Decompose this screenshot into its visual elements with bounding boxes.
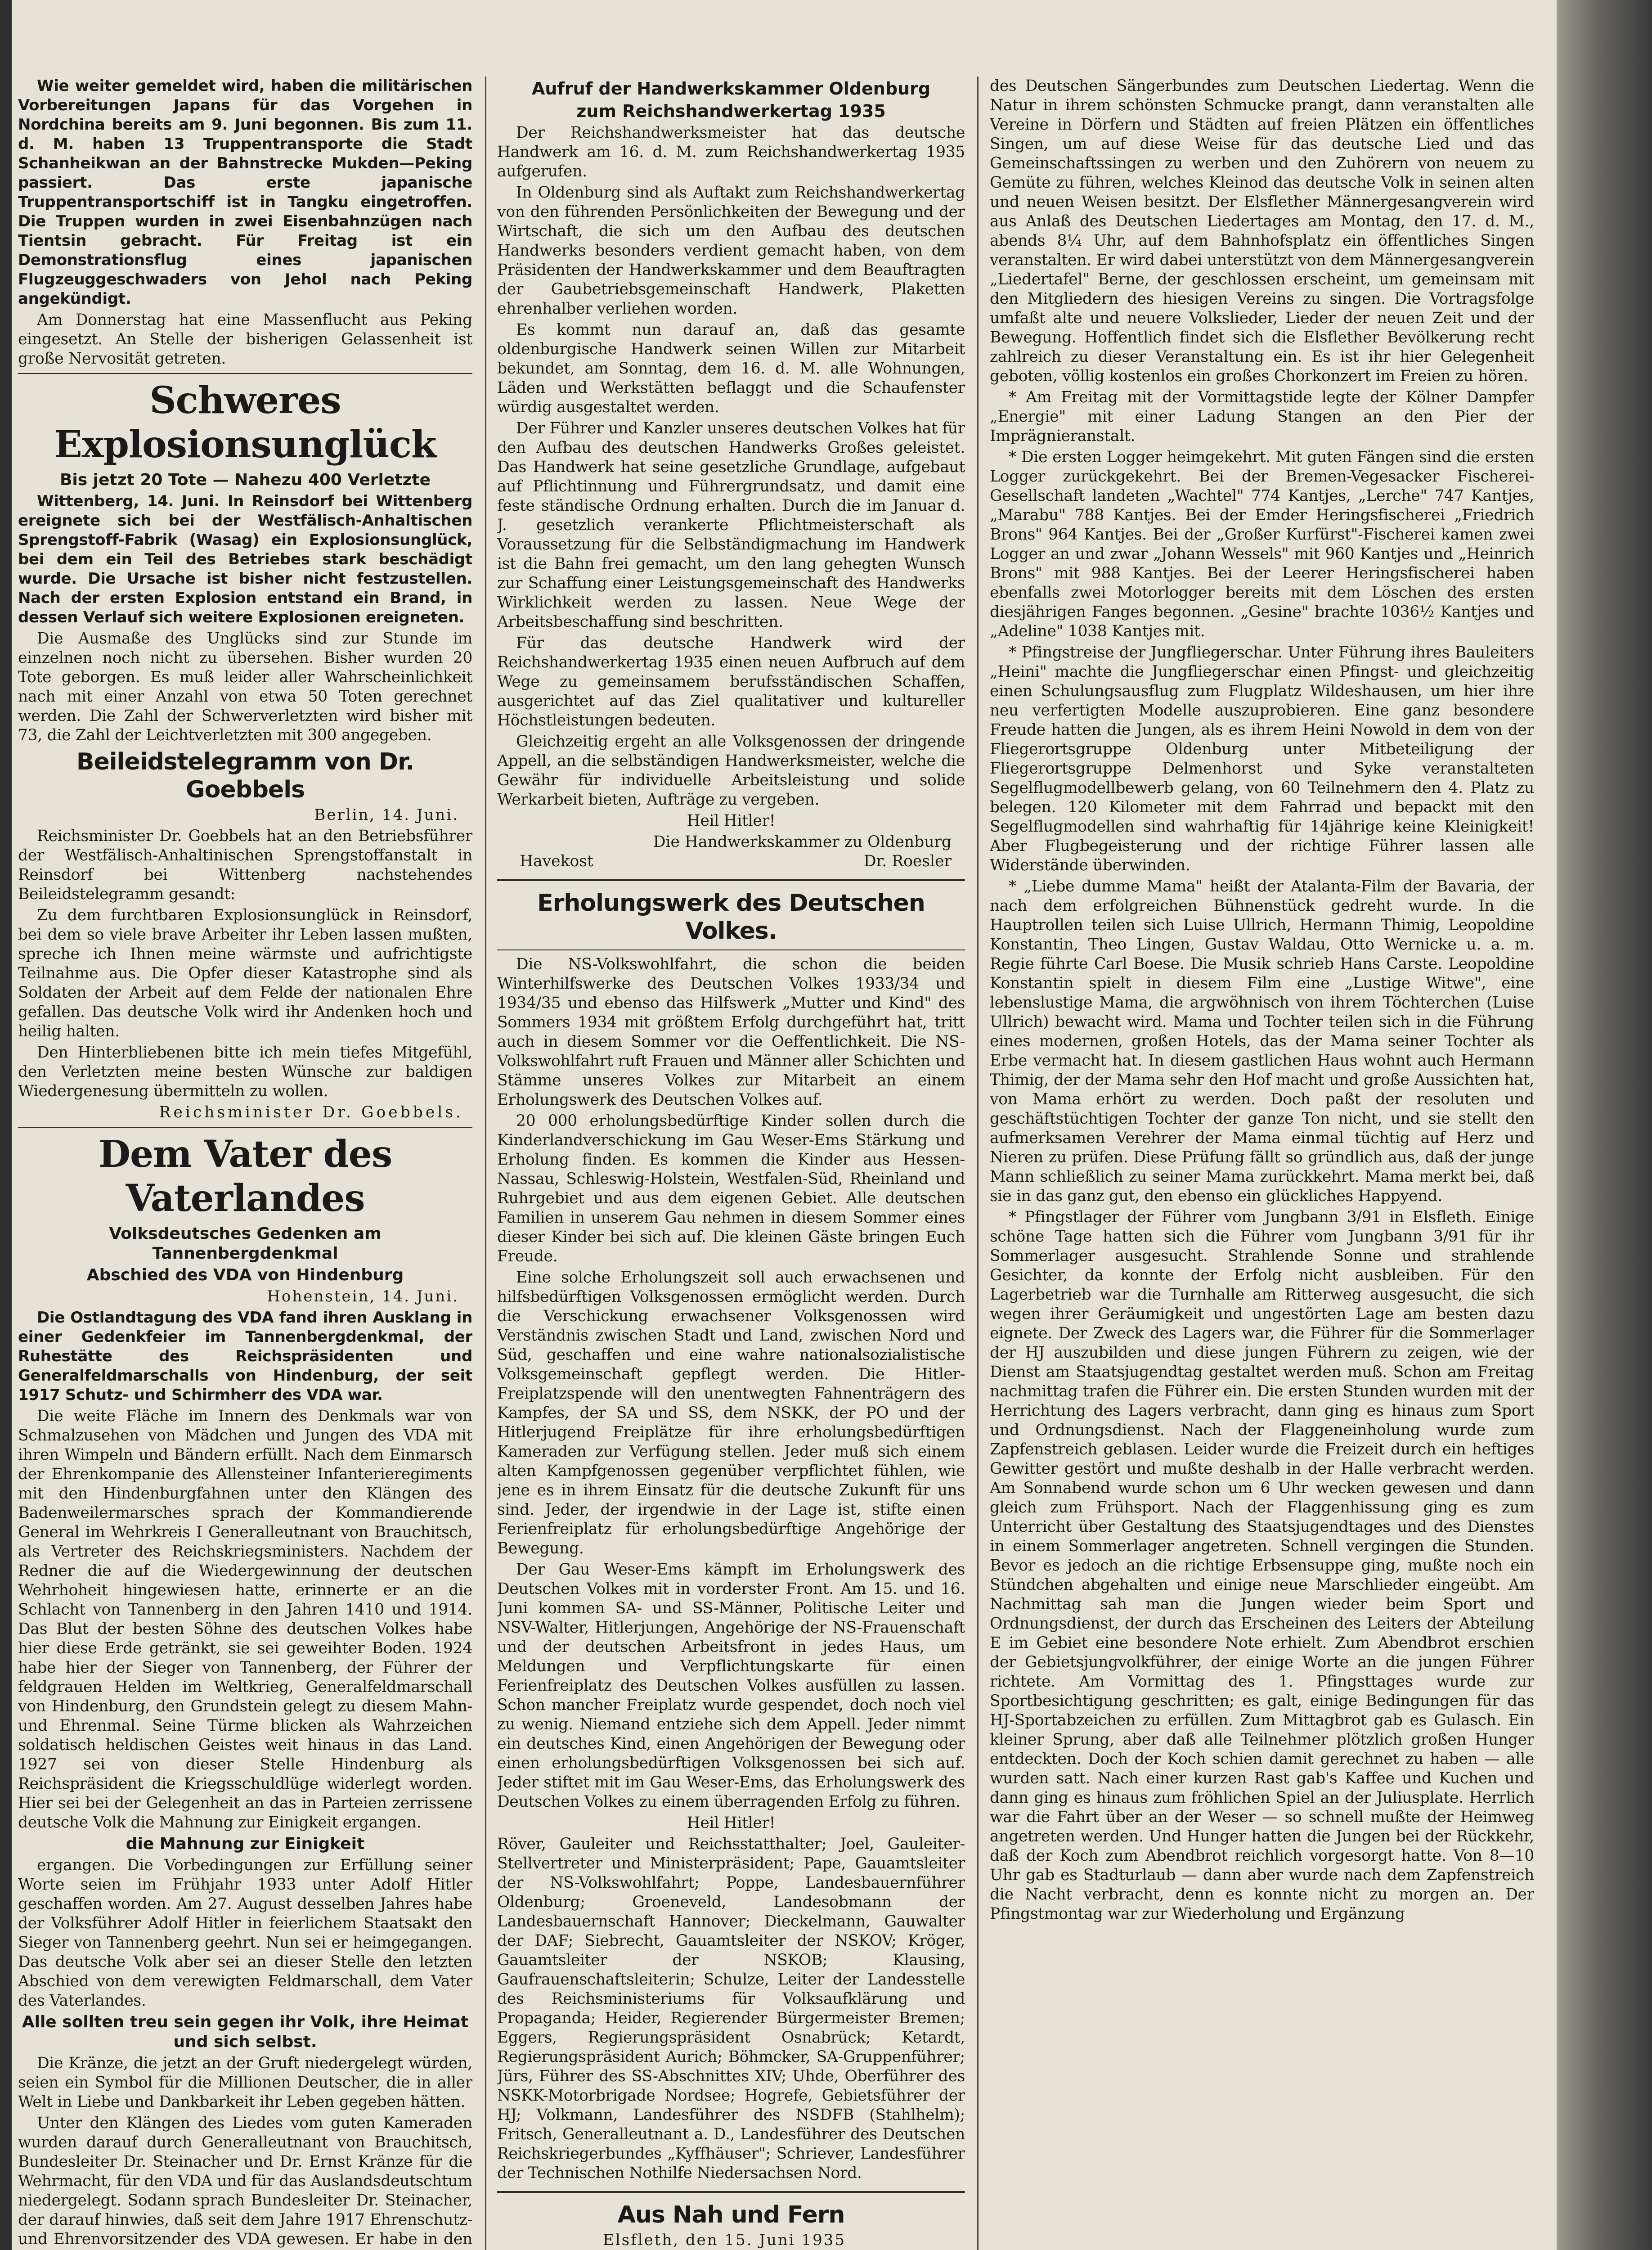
- headline-erholungswerk: Erholungswerk des Deutschen Volkes.: [537, 890, 925, 945]
- divider: [18, 373, 472, 374]
- headline-explosion: Schweres Explosionsunglück: [54, 379, 436, 466]
- signature-goebbels: Reichsminister Dr. Goebbels.: [159, 1103, 463, 1121]
- scanner-background: [1557, 0, 1652, 2250]
- article-aufruf-text: Für das deutsche Handwerk wird der Reichshandwerkertag 1935 einen neuen Aufbruch auf dem Wege zu gemeinsamem berufsständischen Schaffen, ausgerichtet auf das Ziel qualitativer und kultureller Höchstleistungen bedeuten.: [497, 634, 965, 729]
- article-vater-text-2: ergangen. Die Vorbedingungen zur Erfüllung seiner Worte seien im Frühjahr 1933 unter Adolf Hitler geschaffen worden. Am 27. August desselben Jahres habe der Volksführer Adolf Hitler in feierlichem Staatsakt den Sieger von Tannenberg geehrt. Nun sei er heimgegangen. Das deutsche Volk aber sei an dieser Stelle den letzten Abschied von dem verewigten Feldmarschall, dem Vater des Vaterlandes.: [18, 1856, 472, 2010]
- article-vater-lead: Die Ostlandtagung des VDA fand ihren Ausklang in einer Gedenkfeier im Tannenbergdenkmal, der Ruhestätte des Reichspräsidenten und Generalfeldmarschalls von Hindenburg, der seit 1917 Schutz- und Schirmherr des VDA war.: [18, 1309, 472, 1404]
- signature-row: [497, 852, 965, 871]
- article-telegram-quote: Zu dem furchtbaren Explosionsunglück in Reinsdorf, bei dem so viele brave Arbeiter ihr Leben lassen mußten, spreche ich Ihnen meine wärmste und aufrichtigste Teilnahme aus. Die Opfer dieser Katastrophe sind als Soldaten der Arbeit auf dem Felde der nationalen Ehre gefallen. Das deutsche Volk wird ihr Andenken hoch und heilig halten.: [18, 906, 472, 1040]
- article-logger: * Die ersten Logger heimgekehrt. Mit guten Fängen sind die ersten Logger zurückgekehrt. Bei der Bremen-Vegesacker Fischerei-Gesellschaft landeten „Wachtel" 774 Kantjes, „Lerche" 747 Kantjes, „Marabu" 788 Kantjes. Bei der Emder Heringsfischerei „Friedrich Brons" 964 Kantjes. Bei der „Großer Kurfürst"-Fischerei kamen zwei Logger an und zwar „Johann Wessels" mit 960 Kantjes und „Heinrich Brons" mit 988 Kantjes. Bei der Leerer Heringsfischerei haben ebenfalls zwei Motorlogger bereits mit dem Löschen des ersten diesjährigen Fanges begonnen. „Gesine" brachte 1036½ Kantjes und „Adeline" 1038 Kantjes mit.: [990, 448, 1534, 640]
- signature-right: Die Handwerkskammer zu Oldenburg: [653, 833, 952, 851]
- article-aufruf-text: Gleichzeitig ergeht an alle Volksgenossen der dringende Appell, an die selbständigen Handwerksmeister, welche die Gewähr für individuelle Arbeitsleistung und solide Werkarbeit bieten, Aufträge zu vergeben.: [497, 733, 965, 809]
- adjacent-page-edge: [0, 0, 12, 2250]
- subheading-treu: Alle sollten treu sein gegen ihr Volk, ihre Heimat und sich selbst.: [22, 2013, 469, 2051]
- article-vater-text-3: Die Kränze, die jetzt an der Gruft niedergelegt würden, seien ein Symbol für die Millionen Deutscher, die in aller Welt in Liebe und Dankbarkeit ihr Leben gegeben hätten.: [18, 2054, 472, 2111]
- subheadline-vater-1: Volksdeutsches Gedenken am Tannenbergdenkmal: [109, 1224, 382, 1263]
- article-erholung-signatories: Röver, Gauleiter und Reichsstatthalter; Joel, Gauleiter-Stellvertreter und Ministerpräsident; Pape, Gauamtsleiter der NS-Volkswohlfahrt; Poppe, Landesbauernführer Oldenburg; Groeneveld, Landesobmann der Landesbauernschaft Hannover; Dieckelmann, Gauwalter der DAF; Siebrecht, Gauamtsleiter der NSKOV; Kröger, Gauamtsleiter der NSKOB; Klausing, Gaufrauenschaftsleiterin; Schulze, Leiter der Landesstelle des Reichsministeriums für Volksaufklärung und Propaganda; Heider, Regierender Bürgermeister Bremen; Eggers, Regierungspräsident Osnabrück; Ketardt, Regierungspräsident Aurich; Böhmcker, SA-Gruppenführer; Jürs, Führer des SS-Abschnittes XIV; Uhde, Oberführer des NSKK-Motorbrigade Nordsee; Hogrefe, Gebietsführer der HJ; Volkmann, Landesführer des NSDFB (Stahlhelm); Fritsch, Generalleutnant a. D., Landesführer des Deutschen Reichskriegerbundes „Kyffhäuser"; Schriever, Landesführer der Technischen Nothilfe Niedersachsen Nord.: [497, 1835, 965, 2182]
- column-rule-1: [485, 76, 486, 2250]
- divider: [497, 2191, 965, 2193]
- headline-nah-fern: Aus Nah und Fern: [617, 2201, 845, 2228]
- article-erholung-text: Der Gau Weser-Ems kämpft im Erholungswerk des Deutschen Volkes mit in vorderster Front. Am 15. und 16. Juni kommen SA- und SS-Männer, Politische Leiter und NSV-Walter, Hitlerjungen, Angehörige der NS-Frauenschaft und der deutschen Arbeitsfront in jedes Haus, um Meldungen und Verpflichtungskarte für einen Ferienfreiplatz des Deutschen Volkes ausfüllen zu lassen. Schon mancher Freiplatz wurde gespendet, doch noch viel zu wenig. Niemand entziehe sich dem Appell. Jeder nimmt ein deutsches Kind, einen Angehörigen der Bewegung oder einen erholungsbedürftigen Volksgenossen bei sich auf. Jeder stiftet mit im Gau Weser-Ems, das Erholungswerk des Deutschen Volkes zu einem überragenden Erfolg zu führen.: [497, 1561, 965, 1811]
- headline-telegram: Beileidstelegramm von Dr. Goebbels: [76, 748, 414, 803]
- headline-aufruf-2: zum Reichshandwerkertag 1935: [576, 101, 886, 121]
- article-aufruf-text: Es kommt nun darauf an, daß das gesamte oldenburgische Handwerk seinen Willen zur Mitarbeit bekundet, am Sonntag, dem 16. d. M. alle Wohnungen, Läden und Werkstätten beflaggt und die Schaufenster würdig ausgestaltet werden.: [497, 321, 965, 416]
- headline-vater: Dem Vater des Vaterlandes: [98, 1133, 392, 1220]
- subheadline-vater-2: Abschied des VDA von Hindenburg: [86, 1266, 404, 1284]
- article-vater-text-4: Unter den Klängen des Liedes vom guten Kameraden wurden darauf durch Generalleutnant von Brauchitsch, Bundesleiter Dr. Steinacher und Dr. Ernst Kränze für die Wehrmacht, für den VDA und für das Auslandsdeutschtum niedergelegt. Sodann sprach Bundesleiter Dr. Steinacher, der darauf hinwies, daß seit dem Jahre 1917 Ehrenschutz- und Ehrenvorsitzender des VDA gewesen. Er habe in den: [18, 2114, 472, 2248]
- article-explosion-text: Die Ausmaße des Unglücks sind zur Stunde im einzelnen noch nicht zu übersehen. Bisher wurden 20 Tote geborgen. Es muß leider aller Wahrscheinlichkeit nach mit einer Anzahl von etwa 50 Toten gerechnet werden. Die Zahl der Schwerverletzten wird bisher mit 73, die Zahl der Leichtverletzten mit 300 angegeben.: [18, 630, 472, 744]
- signature-left: Havekost: [520, 852, 593, 870]
- subheading-mahnung: die Mahnung zur Einigkeit: [126, 1835, 365, 1853]
- column-left: [18, 76, 472, 2250]
- article-telegram-text: Reichsminister Dr. Goebbels hat an den Betriebsführer der Westfälisch-Anhaltinischen Sprengstoffanstalt in Reinsdorf bei Wittenberg nachstehendes Beileidstelegramm gesandt:: [18, 827, 472, 903]
- column-middle: [497, 76, 965, 2250]
- dateline-telegram: Berlin, 14. Juni.: [314, 806, 459, 824]
- article-erholung-text: Eine solche Erholungszeit soll auch erwachsenen und hilfsbedürftigen Volksgenossen ermöglicht werden. Durch die Verschickung erwachsener Volksgenossen wird Verständnis zwischen Stadt und Land, zwischen Nord und Süd, geschaffen und eine wahre nationalsozialistische Volksgemeinschaft gepflegt werden. Die Hitler-Freiplatzspende will den unentwegten Fahnenträgern des Kampfes, der SA und SS, dem NSKK, der PO und der Hitlerjugend Freiplätze für ihre erholungsbedürftigen Kameraden zur Verfügung stellen. Jeder muß sich einem alten Kampfgenossen gegenüber verpflichtet fühlen, wie jene es in ihrem Einsatz für die deutsche Zukunft für uns sind. Jeder, der irgendwie in der Lage ist, stifte einen Ferienfreiplatz für erholungsbedürftige Angehörige der Bewegung.: [497, 1269, 965, 1557]
- article-erholung-text: Die NS-Volkswohlfahrt, die schon die beiden Winterhilfswerke des Deutschen Volkes 1933/34 und 1934/35 und ebenso das Hilfswerk „Mutter und Kind" des Sommers 1934 mit größtem Erfolg durchgeführt hat, tritt auch in diesem Sommer vor die Oeffentlichkeit. Die NS-Volkswohlfahrt ruft Frauen und Männer aller Schichten und Stämme unseres Volkes zur Mitarbeit an einem Erholungswerk des Deutschen Volkes auf.: [497, 955, 965, 1109]
- divider: [497, 879, 965, 881]
- article-jungflieger: * Pfingstreise der Jungfliegerschar. Unter Führung ihres Bauleiters „Heini" machte die Jungfliegerschar einen Pfingst- und gleichzeitig einen Schulungsausflug zum Flugplatz Wildeshausen, um hier ihre neu verfertigten Modelle auszuprobieren. Eine ganz besondere Freude hatten die Jungen, als es ihrem Heini Nowold in dem von der Fliegerortsgruppe Oldenburg unter Mitbeteiligung der Fliegerortsgruppe Delmenhorst und Syke veranstalteten Segelflugmodellbewerb gelang, von 60 Teilnehmern den 4. Platz zu belegen. 120 Kilometer mit dem Fahrrad und bepackt mit den Segelflugmodellen sind wahrhaftig für 14jährige keine Kleinigkeit! Aber Flugbegeisterung und der richtige Führer lassen alle Widerstände überwinden.: [990, 644, 1534, 874]
- column-right: [990, 76, 1534, 2250]
- article-pfingstlager: * Pfingstlager der Führer vom Jungbann 3/91 in Elsfleth. Einige schöne Tage hatten sich die Führer vom Jungbann 3/91 für ihr Sommerlager ausgesucht. Strahlende Sonne und strahlende Gesichter, da konnte der Erfolg nicht ausbleiben. Für den Lagerbetrieb war die Turnhalle am Ritterweg ausgesucht, die sich wegen ihrer Geräumigkeit und ungestörten Lage am besten dazu eignete. Der Zweck des Lagers war, die Führer für die Sommerlager der HJ auszubilden und diese jungen Führern zu zeigen, wie der Dienst am Staatsjugendtag gestaltet werden muß. Schon am Freitag nachmittag trafen die Führer ein. Die ersten Stunden wurden mit der Herrichtung des Lagers verbracht, dann ging es hinaus zum Sport und Ordnungsdienst. Nach der Flaggeneinholung wurde zum Zapfenstreich geblasen. Leider wurde die Freizeit durch ein heftiges Gewitter gestört und mußte deshalb in der Halle verbracht werden. Am Sonnabend wurde schon um 6 Uhr wecken gewesen und dann gleich zum Frühsport. Nach der Flaggenhissung ging es zum Unterricht über Gestaltung des Staatsjugendtages und des Dienstes in einem Sommerlager angetreten. Schnell vergingen die Stunden. Bevor es jedoch an die richtige Erbsensuppe ging, mußte noch ein Stündchen abgehalten und einige neue Marschlieder eingeübt. Am Nachmittag sah man die Jungen wieder beim Sport und Ordnungsdienst, der durch das Erscheinen des Leiters der Abteilung E im Gebiet eine besondere Note erhielt. Zum Abendbrot erschien der Gebietsjungvolkführer, der einige Worte an die jungen Führer richtete. Am Vormittag des 1. Pfingsttages wurde zur Sportbesichtigung geschritten; es galt, einige Bedingungen für das HJ-Sportabzeichen zu erfüllen. Zum Mittagbrot gab es Gulasch. Ein kleiner Sprung, aber daß alle Teilnehmer plötzlich großen Hunger entdeckten. Doch der Koch schien damit gerechnet zu haben — alle wurden satt. Nach einer kurzen Rast gab's Kaffee und Kuchen und dann ging es hinaus zum fröhlichen Spiel an der Juliusplate. Herrlich war die Fahrt über an der Weser — so schnell mußte der Heimweg angetreten werden. Und Hunger hatten die Jungen bei der Rückkehr, daß der Koch zum Abendbrot reichlich vorgesorgt hatte. Von 8—10 Uhr gab es Stadturlaub — dann aber wurde nach dem Zapfenstreich die Nacht verbracht, denn es konnte nicht zu morgen an. Der Pfingstmontag war zur Wiederholung und Ergänzung: [990, 1208, 1534, 1923]
- article-japan-intro: Wie weiter gemeldet wird, haben die militärischen Vorbereitungen Japans für das Vorgehen in Nordchina bereits am 9. Juni begonnen. Bis zum 11. d. M. haben 13 Truppentransporte die Stadt Schanheikwan an der Bahnstrecke Mukden—Peking passiert. Das erste japanische Truppentransportschiff ist in Tangku eingetroffen. Die Truppen wurden in zwei Eisenbahnzügen nach Tientsin gebracht. Für Freitag ist ein Demonstrationsflug eines japanischen Flugzeuggeschwaders von Jehol nach Peking angekündigt.: [18, 77, 472, 308]
- column-rule-2: [977, 76, 979, 2250]
- greeting: Heil Hitler!: [687, 1814, 776, 1832]
- article-explosion-lead: Wittenberg, 14. Juni. In Reinsdorf bei Wittenberg ereignete sich bei der Westfälisch-Anhaltischen Sprengstoff-Fabrik (Wasag) ein Explosionsunglück, bei dem ein Teil des Betriebes stark beschädigt wurde. Die Ursache ist bisher nicht festzustellen. Nach der ersten Explosion entstand ein Brand, in dessen Verlauf sich weitere Explosionen ereigneten.: [18, 492, 472, 626]
- greeting: Heil Hitler!: [687, 812, 776, 830]
- article-dampfer: * Am Freitag mit der Vormittagstide legte der Kölner Dampfer „Energie" mit einer Ladung Stangen an den Pier der Imprägnieranstalt.: [990, 388, 1534, 445]
- article-aufruf-text: In Oldenburg sind als Auftakt zum Reichshandwerkertag von den führenden Persönlichkeiten der Bewegung und der Wirtschaft, die sich um den Aufbau des deutschen Handwerks besonders verdient gemacht haben, von dem Präsidenten der Handwerkskammer und dem Beauftragten der Gaubetriebsgemeinschaft Handwerk, Plaketten ehrenhalber verliehen worden.: [497, 184, 965, 318]
- signature-right: Dr. Roesler: [863, 852, 952, 870]
- article-vater-text: Die weite Fläche im Innern des Denkmals war von Schmalzusehen von Mädchen und Jungen des VDA mit ihren Wimpeln und Bändern erfüllt. Nach dem Einmarsch der Ehrenkompanie des Allensteiner Infanterieregiments mit den Hindenburgfahnen unter den Klängen des Badenweilermarsches sprach der Kommandierende General im Wehrkreis I Generalleutnant von Brauchitsch, als Vertreter des Reichskriegsministers. Nachdem der Redner die auf die Wiedergewinnung der deutschen Wehrhoheit hingewiesen hatte, erinnerte er an die Schlacht von Tannenberg in den Jahren 1410 und 1914. Das Blut der besten Söhne des deutschen Volkes habe hier diese Erde getränkt, sie sei geweihter Boden. 1924 habe hier der Sieger von Tannenberg, der Führer der feldgrauen Helden im Weltkrieg, Generalfeldmarschall von Hindenburg, den Grundstein gelegt zu diesem Mahn- und Ehrenmal. Seine Türme blicken als Wahrzeichen soldatisch heldischen Geistes weit hinaus in das Land. 1927 sei von dieser Stelle Hindenburg als Reichspräsident die Kriegsschuldlüge widerlegt worden. Hier sei bei der Gelegenheit an das in Parteien zerrissene deutsche Volk die Mahnung zur Einigkeit ergangen.: [18, 1407, 472, 1832]
- signature-row: [497, 832, 965, 852]
- article-japan-text: Am Donnerstag hat eine Massenflucht aus Peking eingesetzt. An Stelle der bisherigen Gelassenheit ist große Nervosität getreten.: [18, 311, 472, 368]
- divider: [18, 1127, 472, 1128]
- article-erholung-text: 20 000 erholungsbedürftige Kinder sollen durch die Kinderlandverschickung im Gau Weser-Ems Stärkung und Erholung finden. Es kommen die Kinder aus Hessen-Nassau, Schleswig-Holstein, Westfalen-Süd, Rheinland und Ruhrgebiet und aus dem eigenen Gebiet. Alle deutschen Familien in unserem Gau nehmen in diesem Sommer eines dieser Kinder bei sich auf. Die kleinen Gäste bringen Euch Freude.: [497, 1112, 965, 1265]
- subheadline-explosion: Bis jetzt 20 Tote — Nahezu 400 Verletzte: [59, 471, 431, 489]
- headline-aufruf-1: Aufruf der Handwerkskammer Oldenburg: [531, 79, 931, 99]
- dateline-vater: Hohenstein, 14. Juni.: [267, 1287, 459, 1305]
- article-telegram-close: Den Hinterbliebenen bitte ich mein tiefes Mitgefühl, den Verletzten meine besten Wünsche zur baldigen Wiedergenesung übermitteln zu wollen.: [18, 1044, 472, 1100]
- article-liedertag-cont: des Deutschen Sängerbundes zum Deutschen Liedertag. Wenn die Natur in ihrem schönsten Schmucke prangt, dann veranstalten alle Vereine in Dörfern und Städten auf freien Plätzen ein öffentliches Singen, um auf diese Weise für das deutsche Lied und das Gemeinschaftssingen zu werben und den Zuhörern von neuem zu Gemüte zu führen, welches Kleinod das deutsche Volk in seinen alten und neuen Weisen besitzt. Der Elsflether Männergesangverein wird aus Anlaß des Deutschen Liedertages am Montag, den 17. d. M., abends 8¼ Uhr, auf dem Bahnhofsplatz ein öffentliches Singen veranstalten. Er wird dabei unterstützt von dem Männergesangverein „Liedertafel" Berne, der geschlossen erscheint, um gemeinsam mit den Mitgliedern des hiesigen Vereins zu singen. Die Vortragsfolge umfaßt alte und neuere Volkslieder, Lieder der neuen Zeit und der Bewegung. Hoffentlich findet sich die Elsflether Bevölkerung recht zahlreich zu dieser Veranstaltung ein. Es ist ihr hier Gelegenheit geboten, völlig kostenlos ein großes Chorkonzert im Freien zu hören.: [990, 77, 1534, 385]
- dateline-elsfleth: Elsfleth, den 15. Juni 1935: [603, 2231, 846, 2249]
- article-aufruf-text: Der Reichshandwerksmeister hat das deutsche Handwerk am 16. d. M. zum Reichshandwerkertag 1935 aufgerufen.: [497, 124, 965, 180]
- article-aufruf-text: Der Führer und Kanzler unseres deutschen Volkes hat für den Aufbau des deutschen Handwerks Großes geleistet. Das Handwerk hat seine gesetzliche Grundlage, aufgebaut auf Pflichtinnung und Führergrundsatz, und damit eine feste ständische Ordnung erhalten. Durch die im Januar d. J. gesetzlich verankerte Pflichtmeisterschaft als Voraussetzung für die Selbständigmachung im Handwerk ist die Bahn frei gemacht, um den lang gehegten Wunsch zur Schaffung einer Leistungsgemeinschaft des Handwerks Wirklichkeit werden zu lassen. Neue Wege der Arbeitsbeschaffung sind beschritten.: [497, 419, 965, 631]
- article-film: * „Liebe dumme Mama" heißt der Atalanta-Film der Bavaria, der nach dem erfolgreichen Bühnenstück gedreht wurde. In die Hauptrollen teilen sich Luise Ullrich, Hermann Thimig, Leopoldine Konstantin, Theo Lingen, Gustav Waldau, Otto Wernicke u. a. m. Regie führte Carl Boese. Die Musik schrieb Hans Carste. Leopoldine Konstantin spielt in diesem Film eine „Lustige Witwe", eine lebenslustige Mama, die argwöhnisch von ihrem Töchterchen (Luise Ullrich) bewacht wird. Mama und Tochter teilen sich in die Führung eines modernen, großen Hotels, das der Mama seiner Tochter als Erbe vermacht hat. In diesem gastlichen Haus wohnt auch Hermann Thimig, der der Mama sehr den Hof macht und große Aussichten hat, von Mama erhört zu werden. Doch paßt der resoluten und geschäftstüchtigen Tochter der ganze Ton nicht, und sie stellt den aufmerksamen Verehrer der Mama einmal tüchtig auf Herz und Nieren zu prüfen. Diese Prüfung fällt so gründlich aus, daß der junge Mann schließlich zu seiner Mama zurückkehrt. Mama merkt bei, daß sie in das ganz gut, den ebenso ein glückliches Happyend.: [990, 878, 1534, 1205]
